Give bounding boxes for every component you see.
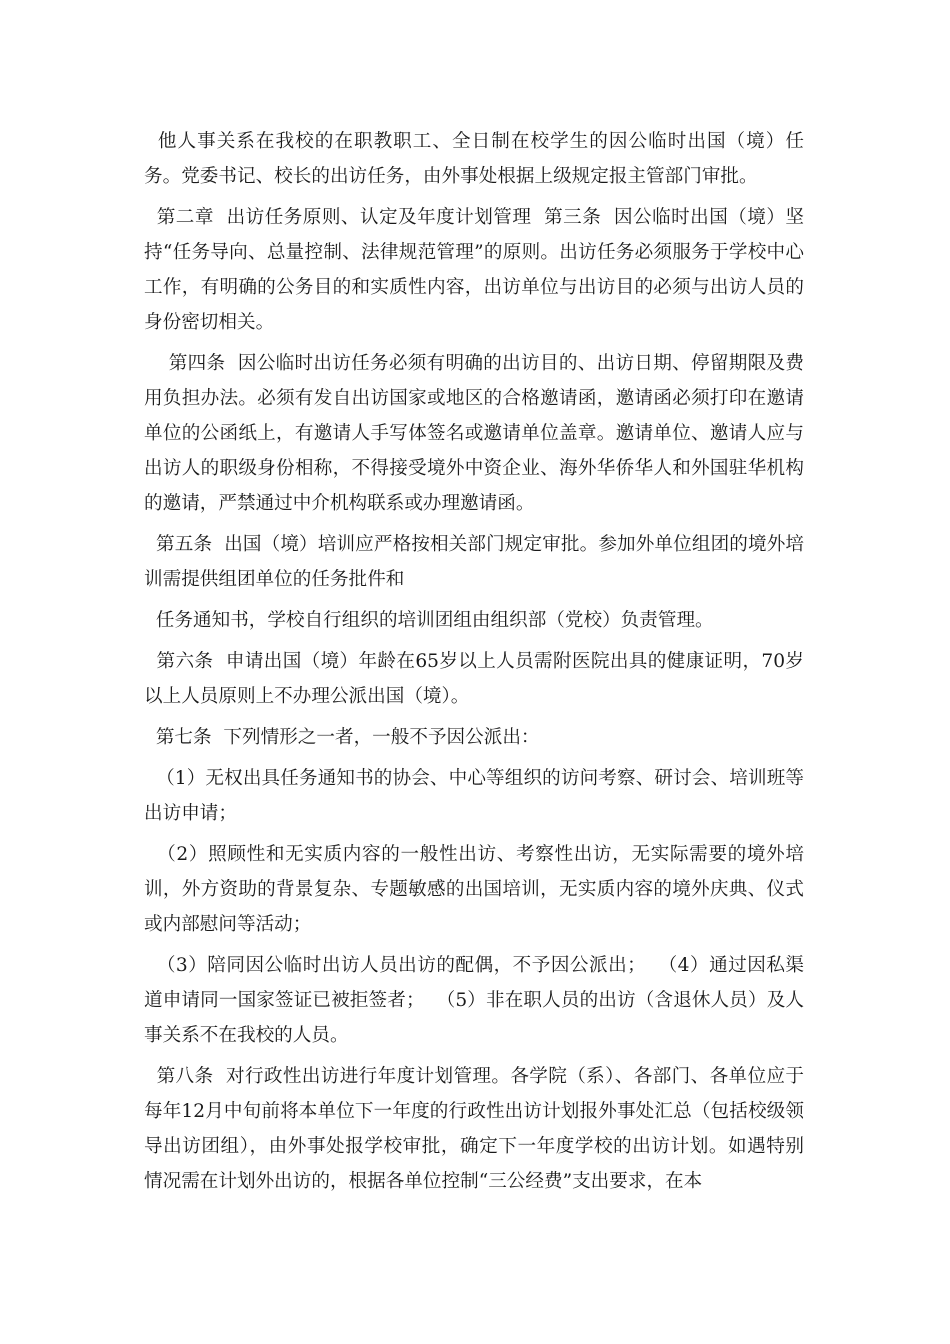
paragraph-article-four: 第四条 因公临时出访任务必须有明确的出访目的、出访日期、停留期限及费用负担办法。必须有发自出访国家或地区的合格邀请函，邀请函必须打印在邀请单位的公函纸上，有邀请人手写体签名或邀请单位盖章。邀请单位、邀请人应与出访人的职级身份相称，不得接受境外中资企业、海外华侨华人和外国驻华机构的邀请，严禁通过中介机构联系或办理邀请函。 [144,353,804,514]
list-item-2: （2）照顾性和无实质内容的一般性出访、考察性出访，无实际需要的境外培训，外方资助的背景复杂、专题敏感的出国培训，无实质内容的境外庆典、仪式或内部慰问等活动； [144,844,804,935]
paragraph-article-five-continued: 任务通知书，学校自行组织的培训团组由组织部（党校）负责管理。 [144,610,714,631]
paragraph-article-seven: 第七条 下列情形之一者，一般不予因公派出： [144,727,540,748]
list-items-3-5: （3）陪同因公临时出访人员出访的配偶，不予因公派出； （4）通过因私渠道申请同一国家签证已被拒签者； （5）非在职人员的出访（含退休人员）及人事关系不在我校的人员。 [144,955,804,1046]
paragraph-article-eight: 第八条 对行政性出访进行年度计划管理。各学院（系）、各部门、各单位应于每年12月中旬前将本单位下一年度的行政性出访计划报外事处汇总（包括校级领导出访团组），由外事处报学校审批，确定下一年度学校的出访计划。如遇特别情况需在计划外出访的，根据各单位控制“三公经费”支出要求，在本 [144,1066,804,1192]
paragraph-article-five: 第五条 出国（境）培训应严格按相关部门规定审批。参加外单位组团的境外培训需提供组团单位的任务批件和 [144,534,804,590]
paragraph-personnel-scope: 他人事关系在我校的在职教职工、全日制在校学生的因公临时出国（境）任务。党委书记、校长的出访任务，由外事处根据上级规定报主管部门审批。 [144,131,804,187]
paragraph-chapter-two-article-three: 第二章 出访任务原则、认定及年度计划管理 第三条 因公临时出国（境）坚持“任务导向、总量控制、法律规范管理”的原则。出访任务必须服务于学校中心工作，有明确的公务目的和实质性内容，出访单位与出访目的必须与出访人员的身份密切相关。 [144,207,804,333]
document-body [144,124,804,1205]
list-item-1: （1）无权出具任务通知书的协会、中心等组织的访问考察、研讨会、培训班等出访申请； [144,768,804,824]
paragraph-article-six: 第六条 申请出国（境）年龄在65岁以上人员需附医院出具的健康证明，70岁以上人员原则上不办理公派出国（境）。 [144,651,804,707]
